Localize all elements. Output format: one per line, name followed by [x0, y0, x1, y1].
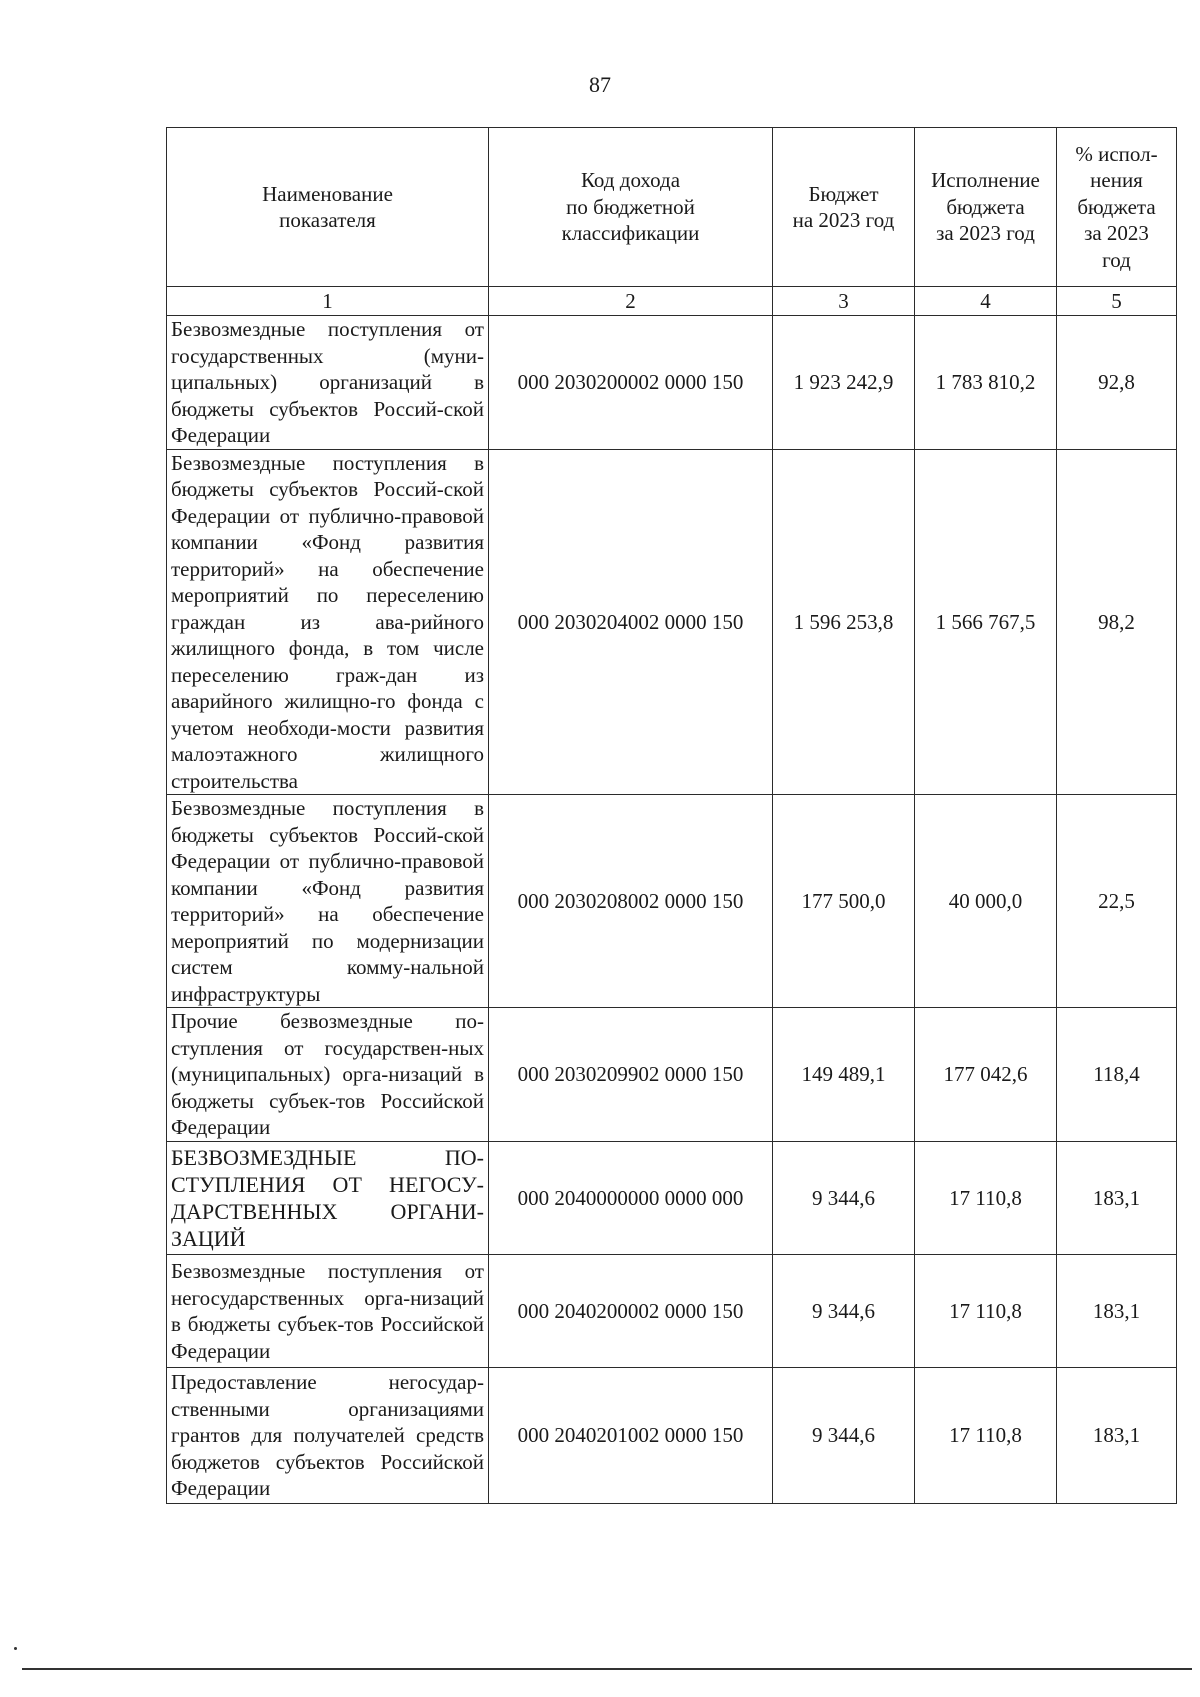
table-row: [167, 795, 1177, 1008]
header-indicator-name-text: Наименование показателя: [262, 181, 393, 232]
budget-cell: 9 344,6: [773, 1142, 915, 1255]
percent-cell: 118,4: [1057, 1008, 1177, 1142]
execution-cell: 177 042,6: [915, 1008, 1057, 1142]
indicator-name-cell: Безвозмездные поступления от государственных (муни-ципальных) организаций в бюджеты субъектов Россий-ской Федерации: [167, 316, 489, 450]
budget-table-container: [166, 127, 1177, 1504]
income-code-cell: 000 2040201002 0000 150: [489, 1368, 773, 1504]
indicator-name-cell: БЕЗВОЗМЕЗДНЫЕ ПО-СТУПЛЕНИЯ ОТ НЕГОСУ-ДАРСТВЕННЫХ ОРГАНИ-ЗАЦИЙ: [167, 1142, 489, 1255]
indicator-name-cell: Прочие безвозмездные по-ступления от государствен-ных (муниципальных) орга-низаций в бюджеты субъек-тов Российской Федерации: [167, 1008, 489, 1142]
column-number: 5: [1057, 287, 1177, 316]
column-number-row: [167, 287, 1177, 316]
income-code-cell: 000 2030204002 0000 150: [489, 449, 773, 795]
percent-cell: 22,5: [1057, 795, 1177, 1008]
income-code-cell: 000 2040000000 0000 000: [489, 1142, 773, 1255]
table-row: [167, 1368, 1177, 1504]
budget-cell: 177 500,0: [773, 795, 915, 1008]
column-number: 2: [489, 287, 773, 316]
percent-cell: 183,1: [1057, 1255, 1177, 1368]
percent-cell: 98,2: [1057, 449, 1177, 795]
header-budget-2023-text: Бюджет на 2023 год: [792, 181, 895, 232]
execution-cell: 1 783 810,2: [915, 316, 1057, 450]
percent-cell: 92,8: [1057, 316, 1177, 450]
header-income-code-text: Код дохода по бюджетной классификации: [561, 168, 700, 246]
header-indicator-name: [167, 128, 489, 287]
page-number: 87: [589, 72, 611, 97]
income-code-cell: 000 2040200002 0000 150: [489, 1255, 773, 1368]
table-row: [167, 449, 1177, 795]
indicator-name-cell: Безвозмездные поступления в бюджеты субъектов Россий-ской Федерации от публично-правовой компании «Фонд развития территорий» на обеспечение мероприятий по переселению граждан из ава-рийного жилищного фонда, в том числе переселению граж-дан из аварийного жилищно-го фонда с учетом необходи-мости развития малоэтажного жилищного строительства: [167, 449, 489, 795]
header-percent-execution: [1057, 128, 1177, 287]
scan-dot-mark: [14, 1647, 17, 1650]
header-budget-2023: [773, 128, 915, 287]
header-execution-2023: [915, 128, 1057, 287]
budget-cell: 1 923 242,9: [773, 316, 915, 450]
indicator-name-cell: Безвозмездные поступления в бюджеты субъектов Россий-ской Федерации от публично-правовой компании «Фонд развития территорий» на обеспечение мероприятий по модернизации систем комму-нальной инфраструктуры: [167, 795, 489, 1008]
header-execution-2023-text: Исполнение бюджета за 2023 год: [931, 168, 1040, 246]
column-number: 4: [915, 287, 1057, 316]
page-bottom-rule: [22, 1668, 1192, 1670]
execution-cell: 17 110,8: [915, 1142, 1057, 1255]
budget-cell: 9 344,6: [773, 1368, 915, 1504]
execution-cell: 40 000,0: [915, 795, 1057, 1008]
header-percent-execution-text: % испол- нения бюджета за 2023 год: [1075, 141, 1158, 272]
income-code-cell: 000 2030200002 0000 150: [489, 316, 773, 450]
column-number: 1: [167, 287, 489, 316]
budget-cell: 1 596 253,8: [773, 449, 915, 795]
percent-cell: 183,1: [1057, 1368, 1177, 1504]
table-row: [167, 1255, 1177, 1368]
income-code-cell: 000 2030208002 0000 150: [489, 795, 773, 1008]
table-row: [167, 1142, 1177, 1255]
header-income-code: [489, 128, 773, 287]
budget-cell: 149 489,1: [773, 1008, 915, 1142]
income-code-cell: 000 2030209902 0000 150: [489, 1008, 773, 1142]
execution-cell: 1 566 767,5: [915, 449, 1057, 795]
table-row: [167, 1008, 1177, 1142]
budget-cell: 9 344,6: [773, 1255, 915, 1368]
table-header-row: [167, 128, 1177, 287]
table-row: [167, 316, 1177, 450]
execution-cell: 17 110,8: [915, 1255, 1057, 1368]
indicator-name-cell: Предоставление негосудар-ственными организациями грантов для получателей средств бюджетов субъектов Российской Федерации: [167, 1368, 489, 1504]
column-number: 3: [773, 287, 915, 316]
budget-execution-table: [166, 127, 1177, 1504]
percent-cell: 183,1: [1057, 1142, 1177, 1255]
execution-cell: 17 110,8: [915, 1368, 1057, 1504]
indicator-name-cell: Безвозмездные поступления от негосударственных орга-низаций в бюджеты субъек-тов Российской Федерации: [167, 1255, 489, 1368]
